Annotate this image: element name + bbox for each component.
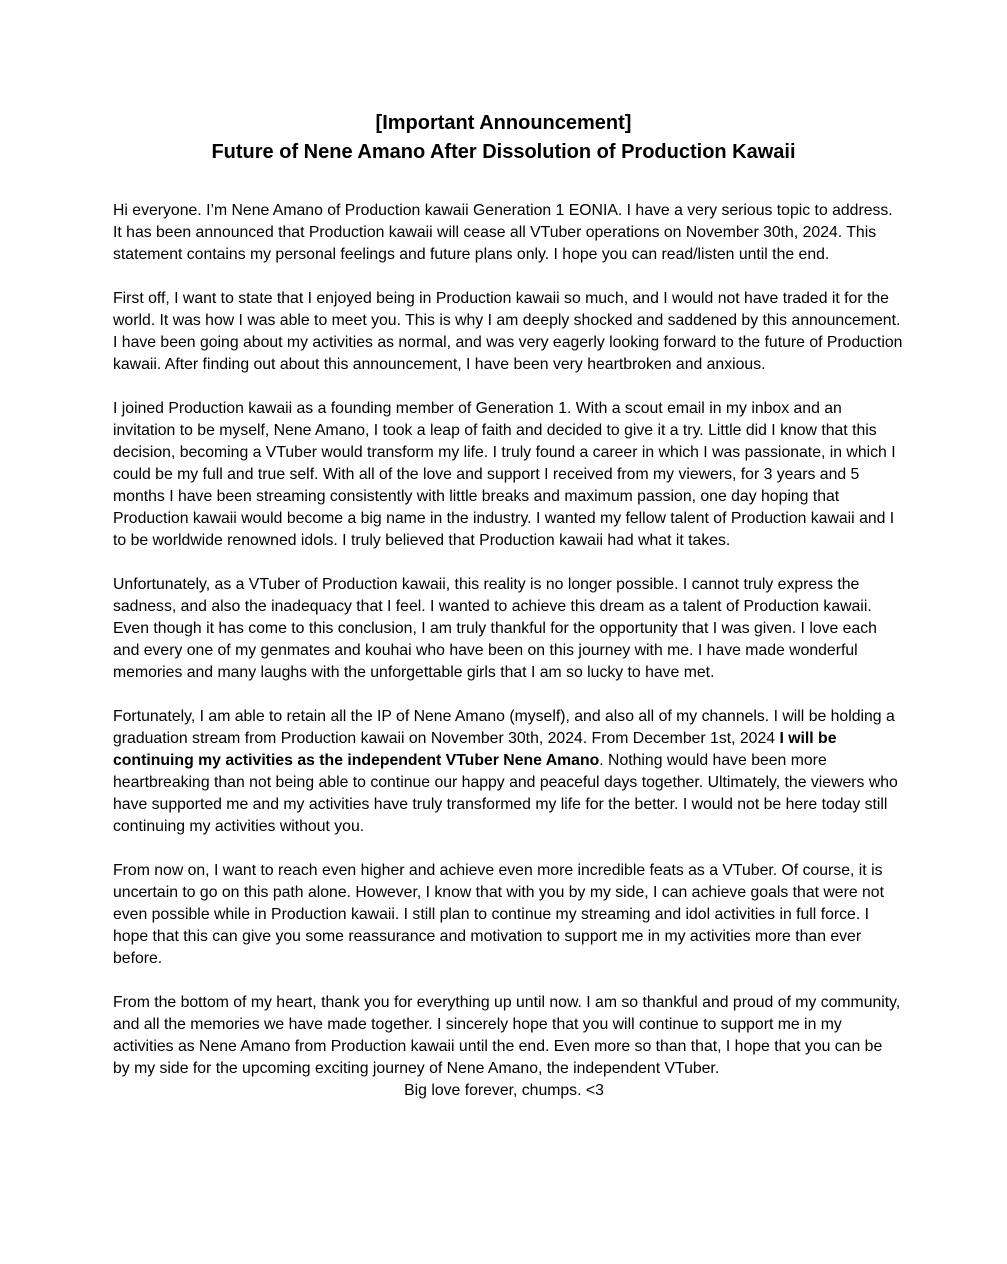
- paragraph-fortunately-text: Fortunately, I am able to retain all the IP of Nene Amano (myself), and also all of my channels. I will be holding a graduation stream from Production kawaii on November 30th, 2024. From December 1st, 2024: [113, 708, 895, 747]
- paragraph-from-now-on: From now on, I want to reach even higher and achieve even more incredible feats as a VTuber. Of course, it is uncertain to go on this path alone. However, I know that with you by my side, I can achieve goals that were not even possible while in Production kawaii. I still plan to continue my streaming and idol activities in full force. I hope that this can give you some reassurance and motivation to support me in my activities more than ever before.: [113, 862, 884, 967]
- paragraph-joined: I joined Production kawaii as a founding member of Generation 1. With a scout email in my inbox and an invitation to be myself, Nene Amano, I took a leap of faith and decided to give it a try. Little did I know that this decision, becoming a VTuber would transform my life. I truly found a career in which I was passionate, in which I could be my full and true self. With all of the love and support I received from my viewers, for 3 years and 5 months I have been streaming consistently with little breaks and maximum passion, one day hoping that Production kawaii would become a big name in the industry. I wanted my fellow talent of Production kawaii and I to be worldwide renowned idols. I truly believed that Production kawaii had what it takes.: [113, 400, 896, 549]
- paragraph-fortunately: [113, 706, 903, 838]
- paragraph-fortunately-bold: I will be continuing my activities as the independent VTuber Nene Amano: [113, 730, 837, 769]
- paragraph-fortunately-rest: . Nothing would have been more heartbreaking than not being able to continue our happy and peaceful days together. Ultimately, the viewers who have supported me and my activities have truly transformed my life for the better. I would not be here today still continuing my activities without you.: [113, 752, 898, 835]
- document-body: [113, 200, 903, 1102]
- paragraph-greeting: Hi everyone. I’m Nene Amano of Production kawaii Generation 1 EONIA. I have a very serious topic to address. It has been announced that Production kawaii will cease all VTuber operations on November 30th, 2024. This statement contains my personal feelings and future plans only. I hope you can read/listen until the end.: [113, 202, 893, 263]
- paragraph-unfortunately: Unfortunately, as a VTuber of Production kawaii, this reality is no longer possible. I cannot truly express the sadness, and also the inadequacy that I feel. I wanted to achieve this dream as a talent of Production kawaii. Even though it has come to this conclusion, I am truly thankful for the opportunity that I was given. I love each and every one of my genmates and kouhai who have been on this journey with me. I have made wonderful memories and many laughs with the unforgettable girls that I am so lucky to have met.: [113, 576, 877, 681]
- paragraph-first-off: First off, I want to state that I enjoyed being in Production kawaii so much, and I would not have traded it for the world. It was how I was able to meet you. This is why I am deeply shocked and saddened by this announcement. I have been going about my activities as normal, and was very eagerly looking forward to the future of Production kawaii. After finding out about this announcement, I have been very heartbroken and anxious.: [113, 290, 903, 373]
- signoff: Big love forever, chumps. <3: [404, 1082, 604, 1099]
- paragraph-thank-you: From the bottom of my heart, thank you for everything up until now. I am so thankful and proud of my community, and all the memories we have made together. I sincerely hope that you will continue to support me in my activities as Nene Amano from Production kawaii until the end. Even more so than that, I hope that you can be by my side for the upcoming exciting journey of Nene Amano, the independent VTuber.: [113, 994, 901, 1077]
- title-line-subject: Future of Nene Amano After Dissolution of Production Kawaii: [211, 141, 796, 163]
- title-line-announcement: [Important Announcement]: [375, 112, 632, 134]
- document-title: [0, 109, 1007, 167]
